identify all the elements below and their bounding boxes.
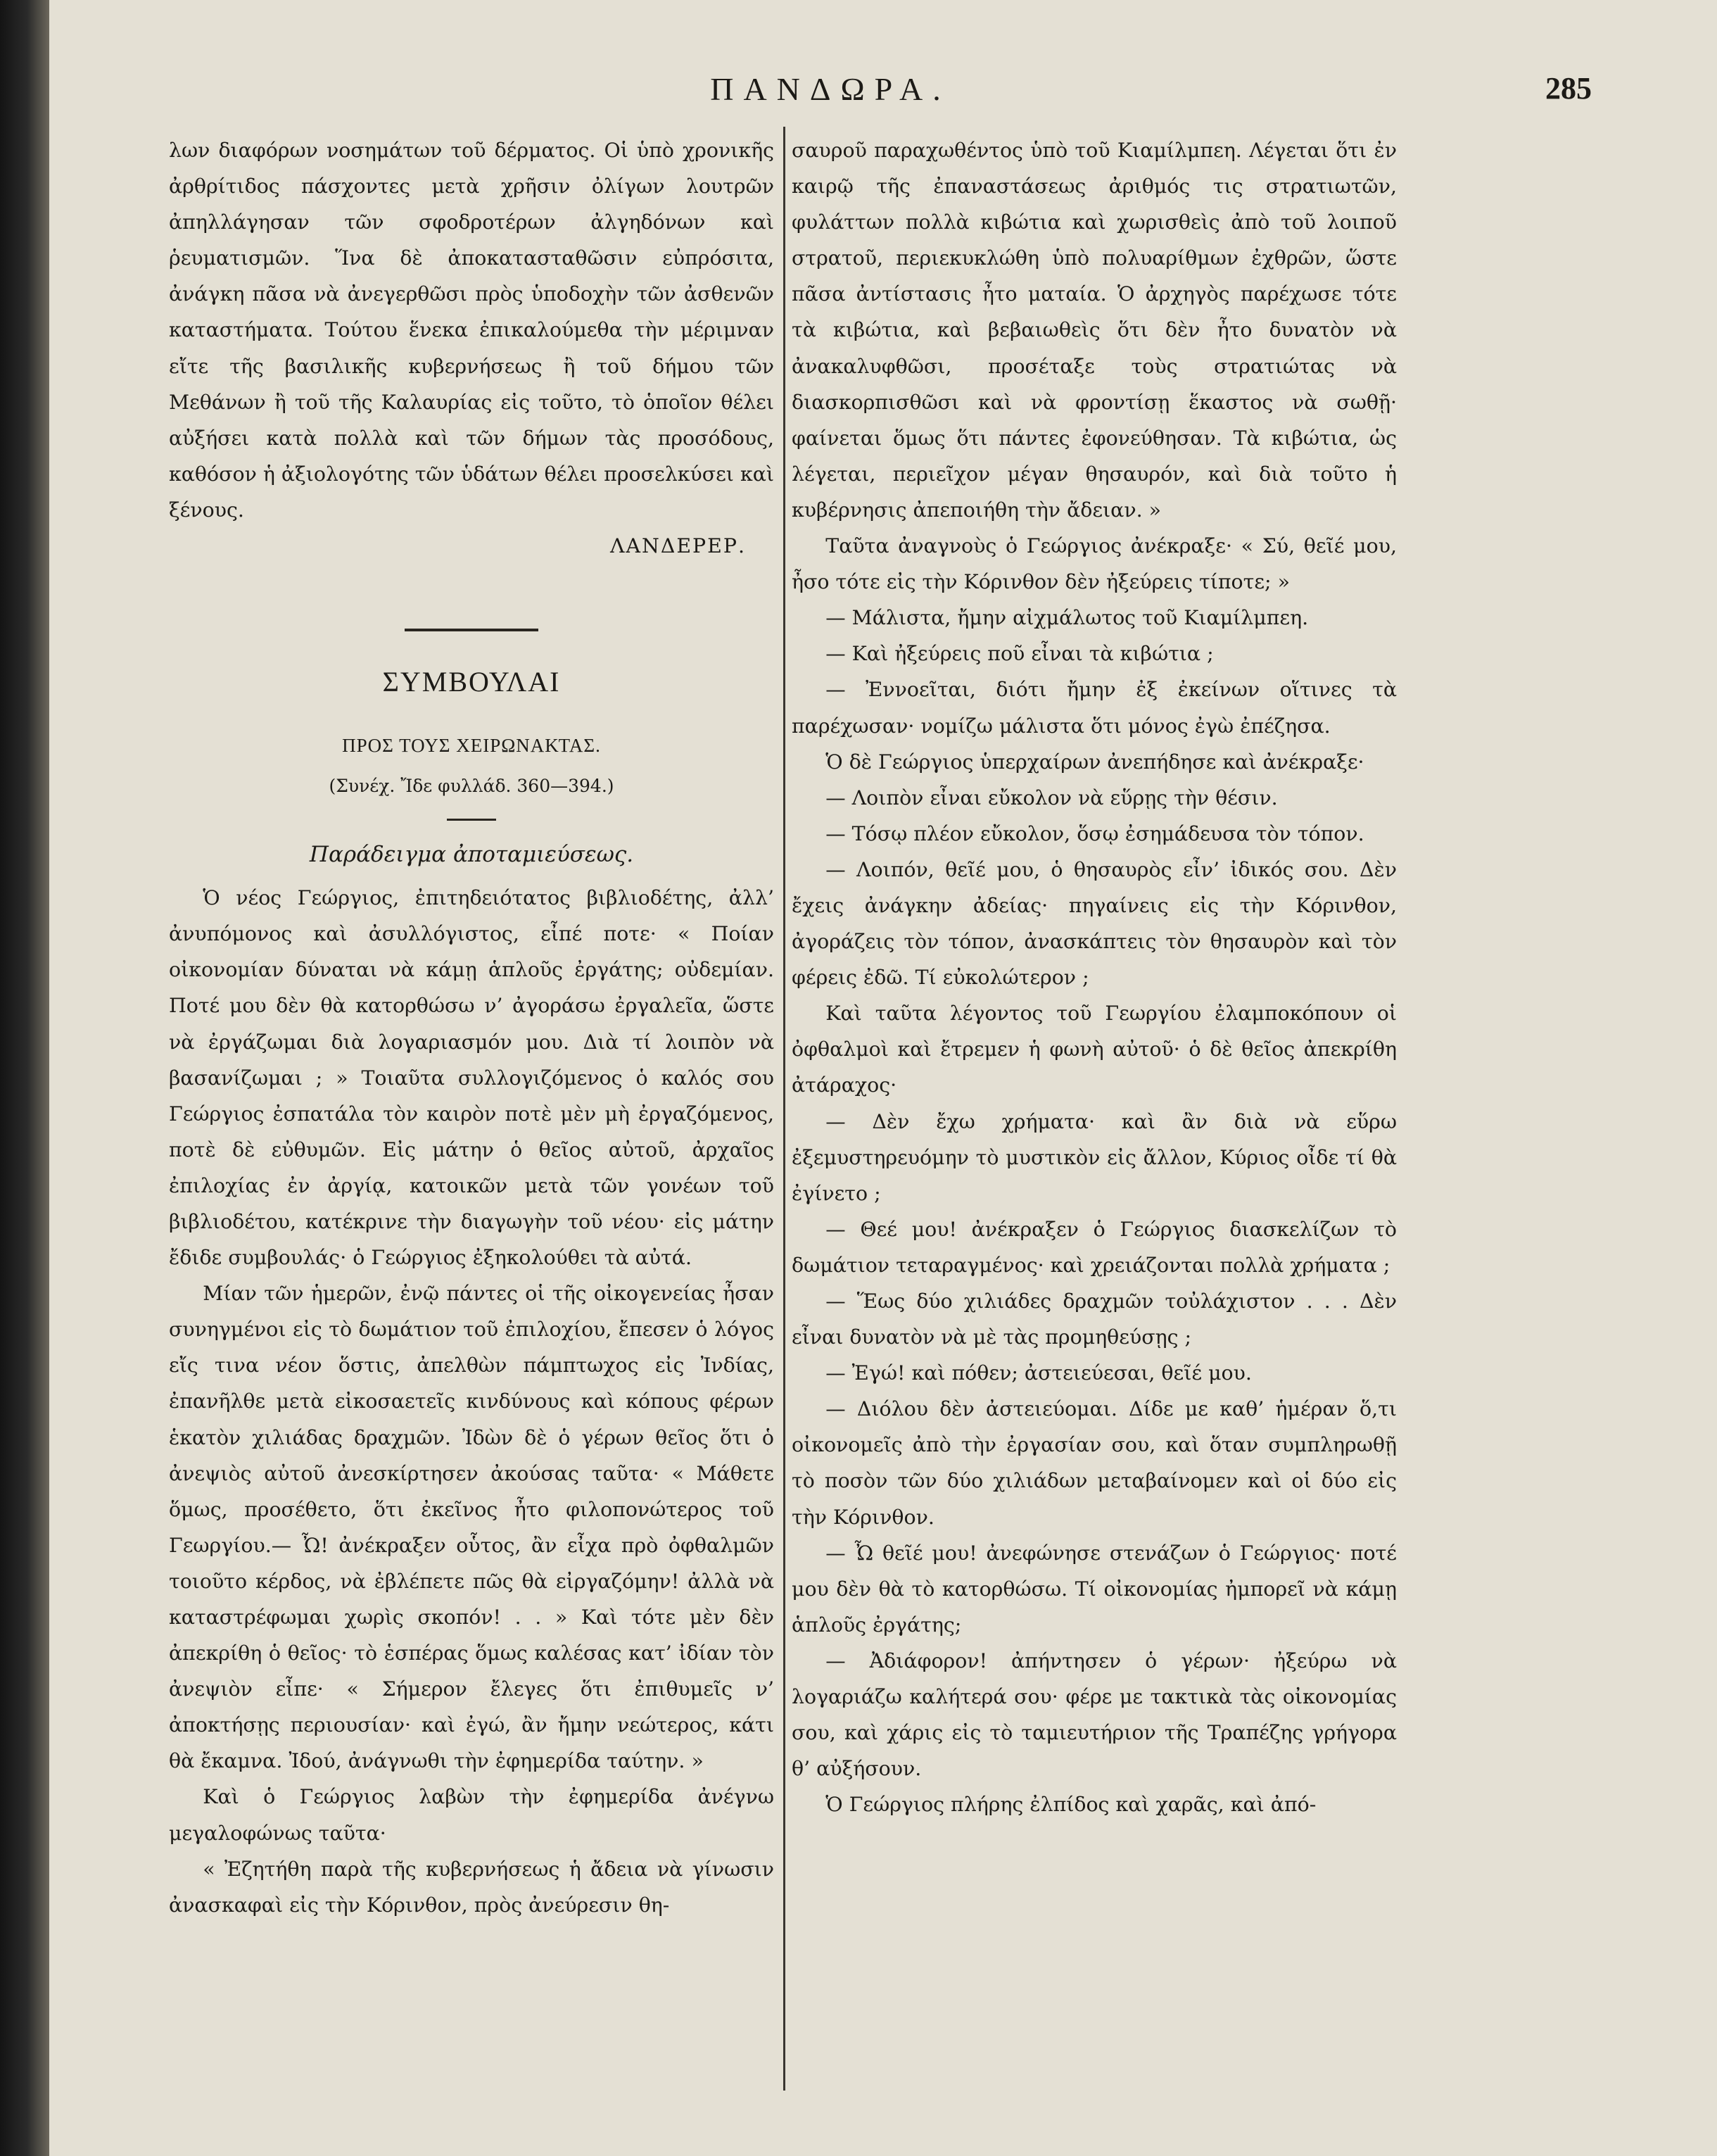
page-header [49,70,1717,120]
body-paragraph: σαυροῦ παραχωθέντος ὑπὸ τοῦ Κιαμίλμπεη. Λέγεται ὅτι ἐν καιρῷ τῆς ἐπαναστάσεως ἀριθμός τις στρατιωτῶν, φυλάττων πολλὰ κιβώτια καὶ χωρισθεὶς ἀπὸ τοῦ λοιποῦ στρατοῦ, περιεκυκλώθη ὑπὸ πολυαρίθμων ἐχθρῶν, ὥστε πᾶσα ἀντίστασις ἦτο ματαία. Ὁ ἀρχηγὸς παρέχωσε τότε τὰ κιβώτια, καὶ βεβαιωθεὶς ὅτι δὲν ἦτο δυνατὸν νὰ ἀνακαλυφθῶσι, προσέταξε τοὺς στρατιώτας νὰ διασκορπισθῶσι καὶ νὰ φροντίσῃ ἕκαστος νὰ σωθῇ· φαίνεται ὅμως ὅτι πάντες ἐφονεύθησαν. Τὰ κιβώτια, ὡς λέγεται, περιεῖχον μέγαν θησαυρόν, καὶ διὰ τοῦτο ἡ κυβέρνησις ἀπεποιήθη τὴν ἄδειαν. » [792,139,1397,522]
column-divider [783,127,785,2091]
dialogue-line: — Δὲν ἔχω χρήματα· καὶ ἂν διὰ νὰ εὕρω ἐξεμυστηρευόμην τὸ μυστικὸν εἰς ἄλλον, Κύριος οἶδε τί θὰ ἐγίνετο ; [792,1109,1397,1205]
section-title: ΣΥΜΒΟΥΛΑΙ [382,666,561,698]
dialogue-line: — Ἐγώ! καὶ πόθεν; ἀστειεύεσαι, θεῖέ μου. [825,1361,1252,1385]
right-column [792,132,1397,1822]
left-column [169,132,774,1923]
body-paragraph: Ὁ νέος Γεώργιος, ἐπιτηδειότατος βιβλιοδέτης, ἀλλ’ ἀνυπόμονος καὶ ἀσυλλόγιστος, εἶπέ ποτε· « Ποίαν οἰκονομίαν δύναται νὰ κάμῃ ἁπλοῦς ἐργάτης; οὐδεμίαν. Ποτέ μου δὲν θὰ κατορθώσω ν’ ἀγοράσω ἐργαλεῖα, ὥστε νὰ ἐργάζωμαι διὰ λογαριασμόν μου. Διὰ τί λοιπὸν νὰ βασανίζωμαι ; » Τοιαῦτα συλλογιζόμενος ὁ καλός σου Γεώργιος ἐσπατάλα τὸν καιρὸν ποτὲ μὲν μὴ ἐργαζόμενος, ποτὲ δὲ εὐθυμῶν. Εἰς μάτην ὁ θεῖος αὐτοῦ, ἀρχαῖος ἐπιλοχίας ἐν ἀργίᾳ, κατοικῶν μετὰ τῶν γονέων τοῦ βιβλιοδέτου, κατέκρινε τὴν διαγωγὴν τοῦ νέου· εἰς μάτην ἔδιδε συμβουλάς· ὁ Γεώργιος ἐξηκολούθει τὰ αὐτά. [169,886,774,1270]
dialogue-line: — Ἐννοεῖται, διότι ἤμην ἐξ ἐκείνων οἵτινες τὰ παρέχωσαν· νομίζω μάλιστα ὅτι μόνος ἐγὼ ἐπέζησα. [792,678,1397,738]
page-number: 285 [1545,71,1592,106]
body-paragraph: « Ἐζητήθη παρὰ τῆς κυβερνήσεως ἡ ἄδεια νὰ γίνωσιν ἀνασκαφαὶ εἰς τὴν Κόρινθον, πρὸς ἀνεύρεσιν θη- [169,1857,774,1917]
body-paragraph: Καὶ ταῦτα λέγοντος τοῦ Γεωργίου ἐλαμποκόπουν οἱ ὀφθαλμοὶ καὶ ἔτρεμεν ἡ φωνὴ αὐτοῦ· ὁ δὲ θεῖος ἀπεκρίθη ἀτάραχος· [792,1002,1397,1097]
body-paragraph: Ὁ δὲ Γεώργιος ὑπερχαίρων ἀνεπήδησε καὶ ἀνέκραξε· [825,750,1364,774]
section-small-rule [447,819,496,821]
section-note: (Συνέχ. Ἴδε φυλλάδ. 360—394.) [329,776,614,797]
section-rule [405,629,538,631]
author-signature: ΛΑΝΔΕΡΕΡ. [609,534,746,558]
dialogue-line: — Ἕως δύο χιλιάδες δραχμῶν τοὐλάχιστον . . . Δὲν εἶναι δυνατὸν νὰ μὲ τὰς προμηθεύσῃς ; [792,1290,1397,1349]
dialogue-line: — Ὦ θεῖέ μου! ἀνεφώνησε στενάζων ὁ Γεώργιος· ποτέ μου δὲν θὰ τὸ κατορθώσω. Τί οἰκονομίας ἠμπορεῖ νὰ κάμῃ ἁπλοῦς ἐργάτης; [792,1541,1397,1637]
dialogue-line: — Τόσῳ πλέον εὔκολον, ὅσῳ ἐσημάδευσα τὸν τόπον. [825,821,1364,845]
dialogue-line: — Λοιπόν, θεῖέ μου, ὁ θησαυρὸς εἶν’ ἰδικός σου. Δὲν ἔχεις ἀνάγκην ἀδείας· πηγαίνεις εἰς τὴν Κόρινθον, ἀγοράζεις τὸν τόπον, ἀνασκάπτεις τὸν θησαυρὸν καὶ τὸν φέρεις ἐδῶ. Τί εὐκολώτερον ; [792,857,1397,990]
dialogue-line: — Διόλου δὲν ἀστειεύομαι. Δίδε με καθ’ ἡμέραν ὅ,τι οἰκονομεῖς ἀπὸ τὴν ἐργασίαν σου, καὶ ὅταν συμπληρωθῇ τὸ ποσὸν τῶν δύο χιλιάδων μεταβαίνομεν καὶ οἱ δύο εἰς τὴν Κόρινθον. [792,1397,1397,1529]
dialogue-line: — Μάλιστα, ἤμην αἰχμάλωτος τοῦ Κιαμίλμπεη. [825,606,1309,630]
section-heading: Παράδειγμα ἀποταμιεύσεως. [309,842,634,868]
body-paragraph: Ταῦτα ἀναγνοὺς ὁ Γεώργιος ἀνέκραξε· « Σύ, θεῖέ μου, ἦσο τότε εἰς τὴν Κόρινθον δὲν ἠξεύρεις τίποτε; » [792,534,1397,594]
dialogue-line: — Ἀδιάφορον! ἀπήντησεν ὁ γέρων· ἠξεύρω νὰ λογαριάζω καλήτερά σου· φέρε με τακτικὰ τὰς οἰκονομίας σου, καὶ χάρις εἰς τὸ ταμιευτήριον τῆς Τραπέζης γρήγορα θ’ αὐξήσουν. [792,1648,1397,1781]
dialogue-line: — Λοιπὸν εἶναι εὔκολον νὰ εὕρῃς τὴν θέσιν. [825,786,1278,809]
running-head: ΠΑΝΔΩΡΑ. [710,71,951,107]
book-page [49,0,1717,2156]
body-paragraph: Ὁ Γεώργιος πλήρης ἐλπίδος καὶ χαρᾶς, καὶ ἀπό- [825,1793,1317,1817]
book-binding-shadow [0,0,49,2156]
dialogue-line: — Καὶ ἠξεύρεις ποῦ εἶναι τὰ κιβώτια ; [825,642,1214,666]
body-paragraph: Μίαν τῶν ἡμερῶν, ἐνῷ πάντες οἱ τῆς οἰκογενείας ἦσαν συνηγμένοι εἰς τὸ δωμάτιον τοῦ ἐπιλοχίου, ἔπεσεν ὁ λόγος εἴς τινα νέον ὅστις, ἀπελθὼν πάμπτωχος εἰς Ἰνδίας, ἐπανῆλθε μετὰ εἰκοσαετεῖς κινδύνους καὶ κόπους φέρων ἑκατὸν χιλιάδας δραχμῶν. Ἰδὼν δὲ ὁ γέρων θεῖος ὅτι ὁ ἀνεψιὸς αὐτοῦ ἀνεσκίρτησεν ἀκούσας ταῦτα· « Μάθετε ὅμως, προσέθετο, ὅτι ἐκεῖνος ἦτο φιλοπονώτερος τοῦ Γεωργίου.— Ὦ! ἀνέκραξεν οὗτος, ἂν εἶχα πρὸ ὀφθαλμῶν τοιοῦτο κέρδος, νὰ ἐβλέπετε πῶς θὰ εἰργαζόμην! ἀλλὰ νὰ καταστρέφωμαι χωρὶς σκοπόν! . . » Καὶ τότε μὲν δὲν ἀπεκρίθη ὁ θεῖος· τὸ ἑσπέρας ὅμως καλέσας κατ’ ἰδίαν τὸν ἀνεψιὸν εἶπε· « Σήμερον ἔλεγες ὅτι ἐπιθυμεῖς ν’ ἀποκτήσῃς περιουσίαν· καὶ ἐγώ, ἂν ἤμην νεώτερος, κάτι θὰ ἔκαμνα. Ἰδού, ἀνάγνωθι τὴν ἐφημερίδα ταύτην. » [169,1282,774,1773]
dialogue-line: — Θεέ μου! ἀνέκραξεν ὁ Γεώργιος διασκελίζων τὸ δωμάτιον τεταραγμένος· καὶ χρειάζονται πολλὰ χρήματα ; [792,1217,1397,1277]
body-paragraph: Καὶ ὁ Γεώργιος λαβὼν τὴν ἐφημερίδα ἀνέγνω μεγαλοφώνως ταῦτα· [169,1785,774,1845]
continuation-paragraph: λων διαφόρων νοσημάτων τοῦ δέρματος. Οἱ ὑπὸ χρονικῆς ἀρθρίτιδος πάσχοντες μετὰ χρῆσιν ὀλίγων λουτρῶν ἀπηλλάγησαν τῶν σφοδροτέρων ἀλγηδόνων καὶ ῥευματισμῶν. Ἵνα δὲ ἀποκατασταθῶσιν εὐπρόσιτα, ἀνάγκη πᾶσα νὰ ἀνεγερθῶσι πρὸς ὑποδοχὴν τῶν ἀσθενῶν καταστήματα. Τούτου ἕνεκα ἐπικαλούμεθα τὴν μέριμναν εἴτε τῆς βασιλικῆς κυβερνήσεως ἢ τοῦ δήμου τῶν Μεθάνων ἢ τοῦ τῆς Καλαυρίας εἰς τοῦτο, τὸ ὁποῖον θέλει αὐξήσει κατὰ πολλὰ καὶ τῶν δήμων τὰς προσόδους, καθόσον ἡ ἀξιολογότης τῶν ὑδάτων θέλει προσελκύσει καὶ ξένους. [169,139,774,522]
section-subtitle: ΠΡΟΣ ΤΟΥΣ ΧΕΙΡΩΝΑΚΤΑΣ. [342,735,601,757]
